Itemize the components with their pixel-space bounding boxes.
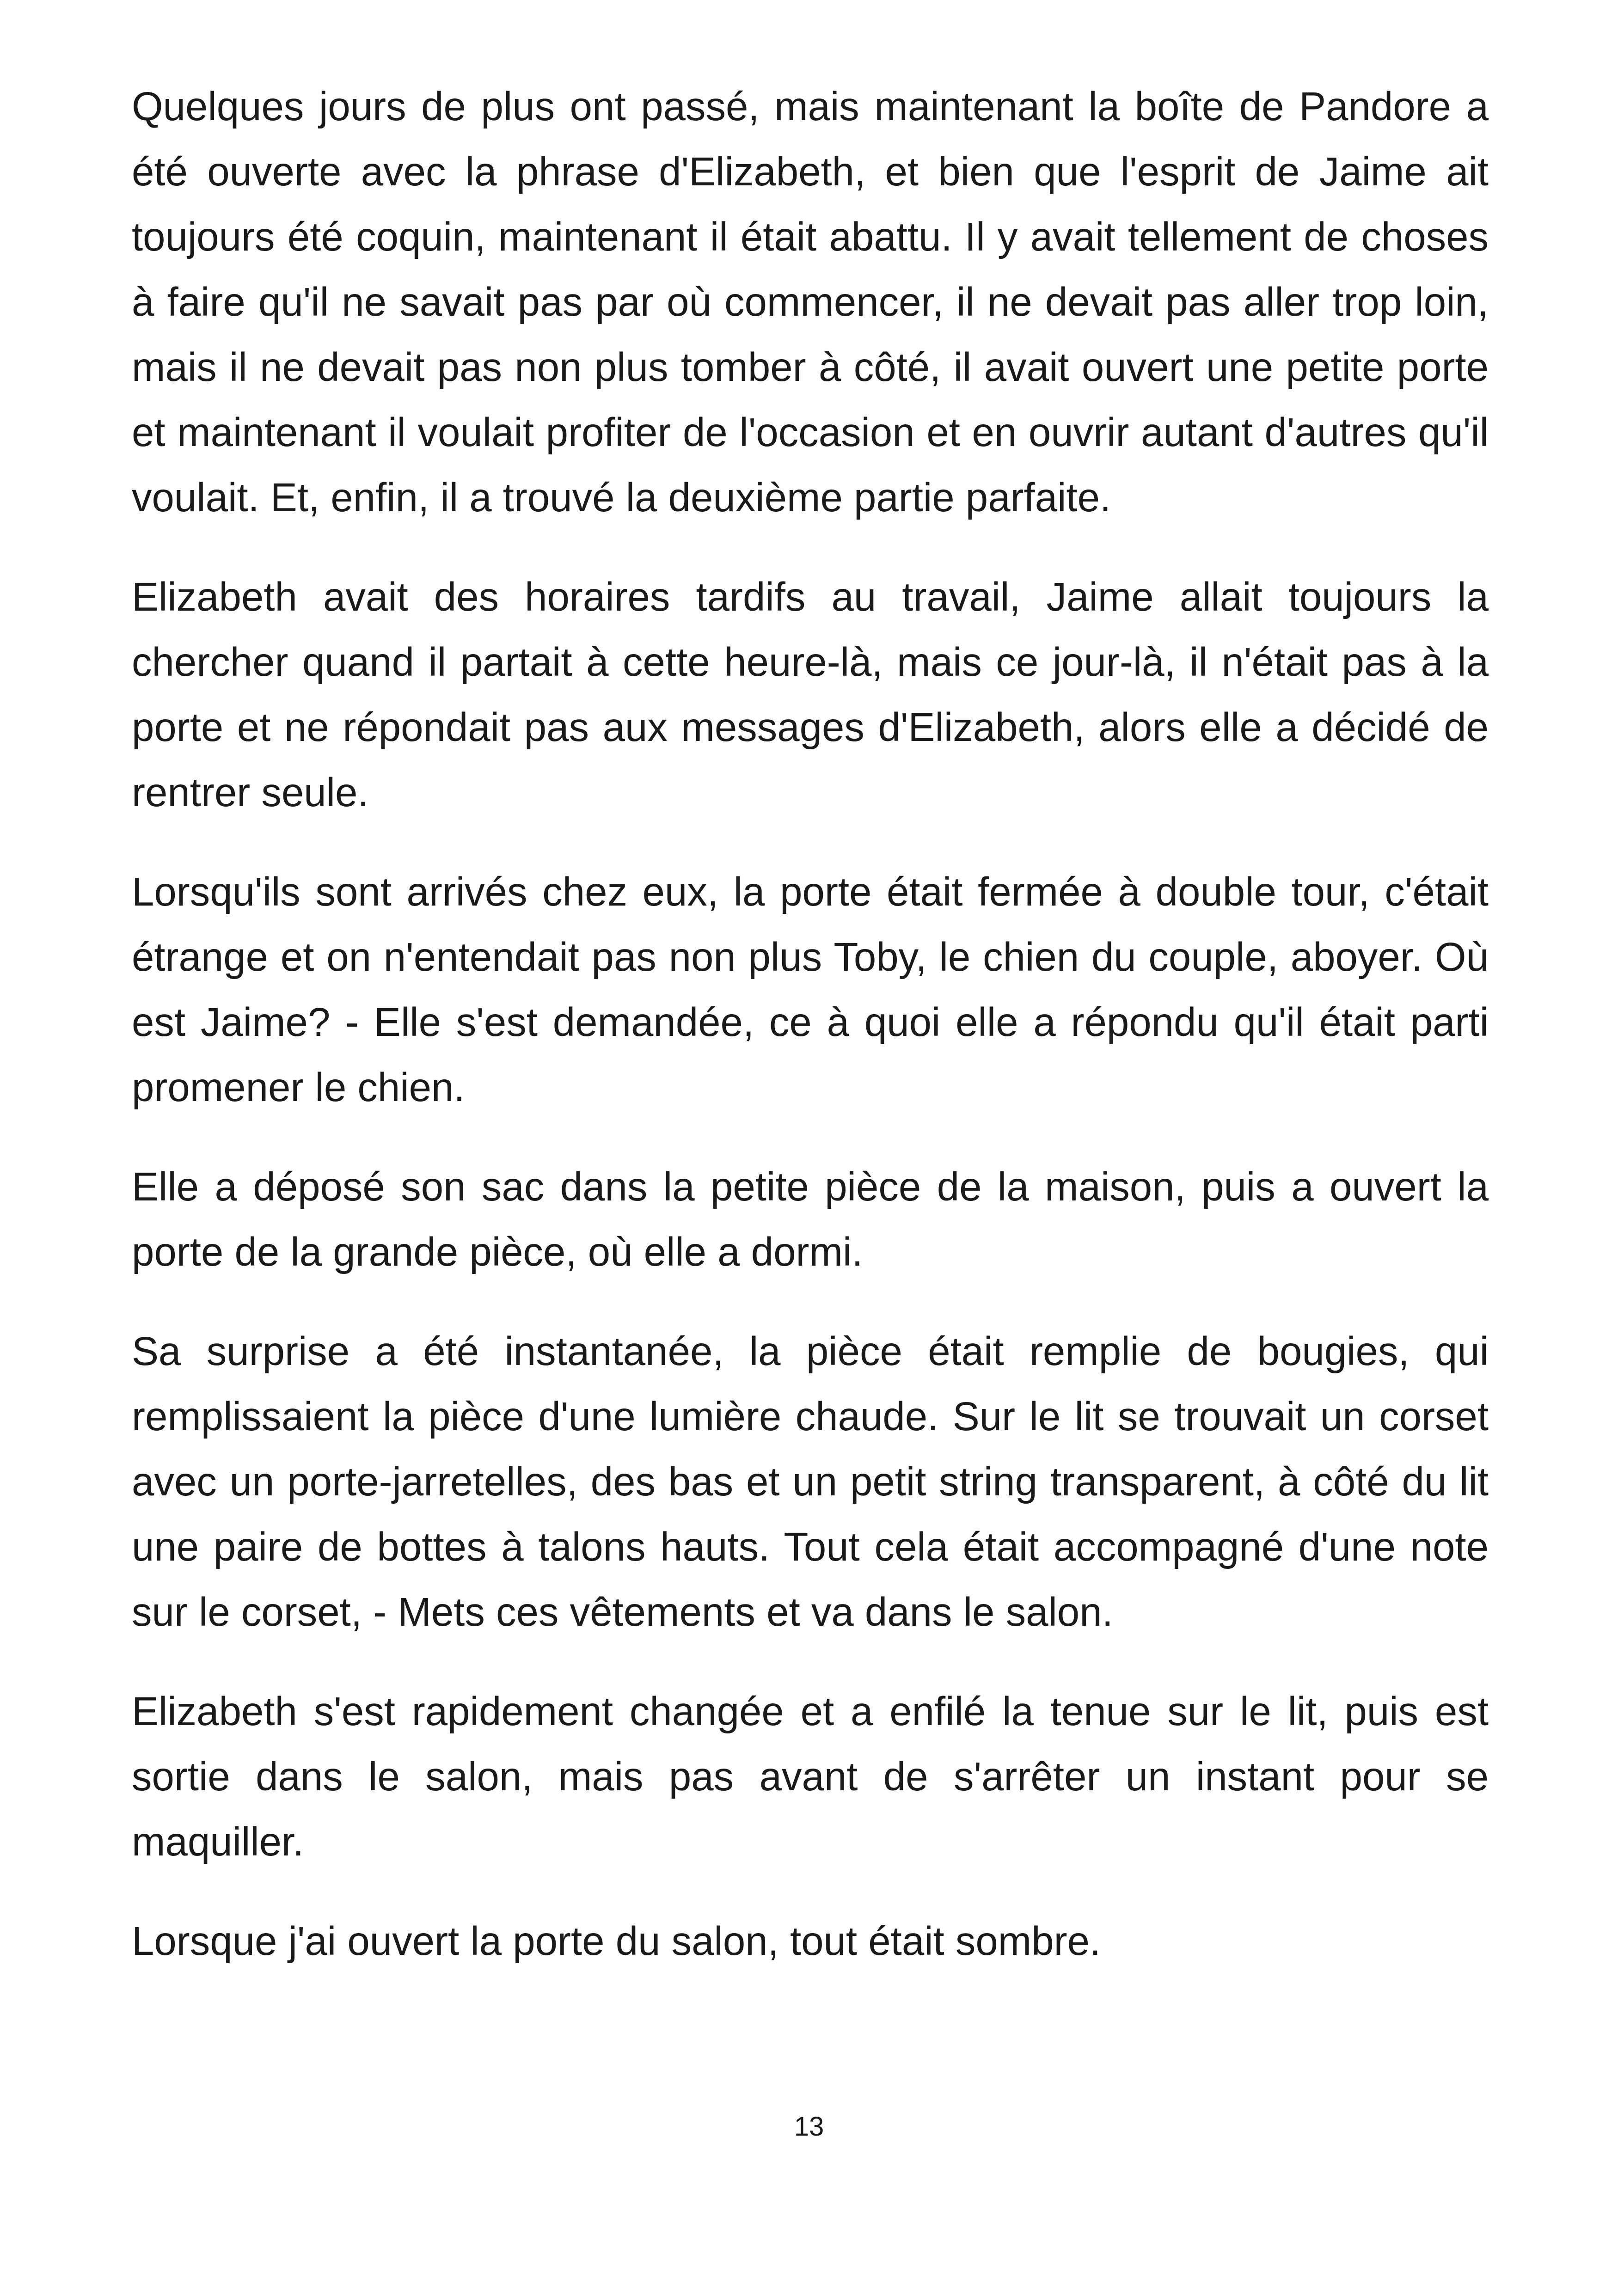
- paragraph-6: Elizabeth s'est rapidement changée et a enfilé la tenue sur le lit, puis est sortie dans le salon, mais pas avant de s'arrêter un instant pour se maquiller.: [132, 1689, 1489, 1864]
- paragraph-5: Sa surprise a été instantanée, la pièce était remplie de bougies, qui remplissaient la pièce d'une lumière chaude. Sur le lit se trouvait un corset avec un porte-jarretelles, des bas et un petit string transparent, à côté du lit une paire de bottes à talons hauts. Tout cela était accompagné d'une note sur le corset, - Mets ces vêtements et va dans le salon.: [132, 1329, 1489, 1635]
- paragraph-3: Lorsqu'ils sont arrivés chez eux, la porte était fermée à double tour, c'était étrange et on n'entendait pas non plus Toby, le chien du couple, aboyer. Où est Jaime? - Elle s'est demandée, ce à quoi elle a répondu qu'il était parti promener le chien.: [132, 869, 1489, 1110]
- paragraph-2: Elizabeth avait des horaires tardifs au travail, Jaime allait toujours la chercher quand il partait à cette heure-là, mais ce jour-là, il n'était pas à la porte et ne répondait pas aux messages d'Elizabeth, alors elle a décidé de rentrer seule.: [132, 575, 1489, 815]
- page-number: 13: [794, 2112, 824, 2142]
- paragraph-4: Elle a déposé son sac dans la petite pièce de la maison, puis a ouvert la porte de la grande pièce, où elle a dormi.: [132, 1164, 1489, 1274]
- body-text: [132, 74, 1489, 2008]
- paragraph-7: Lorsque j'ai ouvert la porte du salon, tout était sombre.: [132, 1919, 1101, 1964]
- paragraph-1: Quelques jours de plus ont passé, mais maintenant la boîte de Pandore a été ouverte avec la phrase d'Elizabeth, et bien que l'esprit de Jaime ait toujours été coquin, maintenant il était abattu. Il y avait tellement de choses à faire qu'il ne savait pas par où commencer, il ne devait pas aller trop loin, mais il ne devait pas non plus tomber à côté, il avait ouvert une petite porte et maintenant il voulait profiter de l'occasion et en ouvrir autant d'autres qu'il voulait. Et, enfin, il a trouvé la deuxième partie parfaite.: [132, 84, 1489, 520]
